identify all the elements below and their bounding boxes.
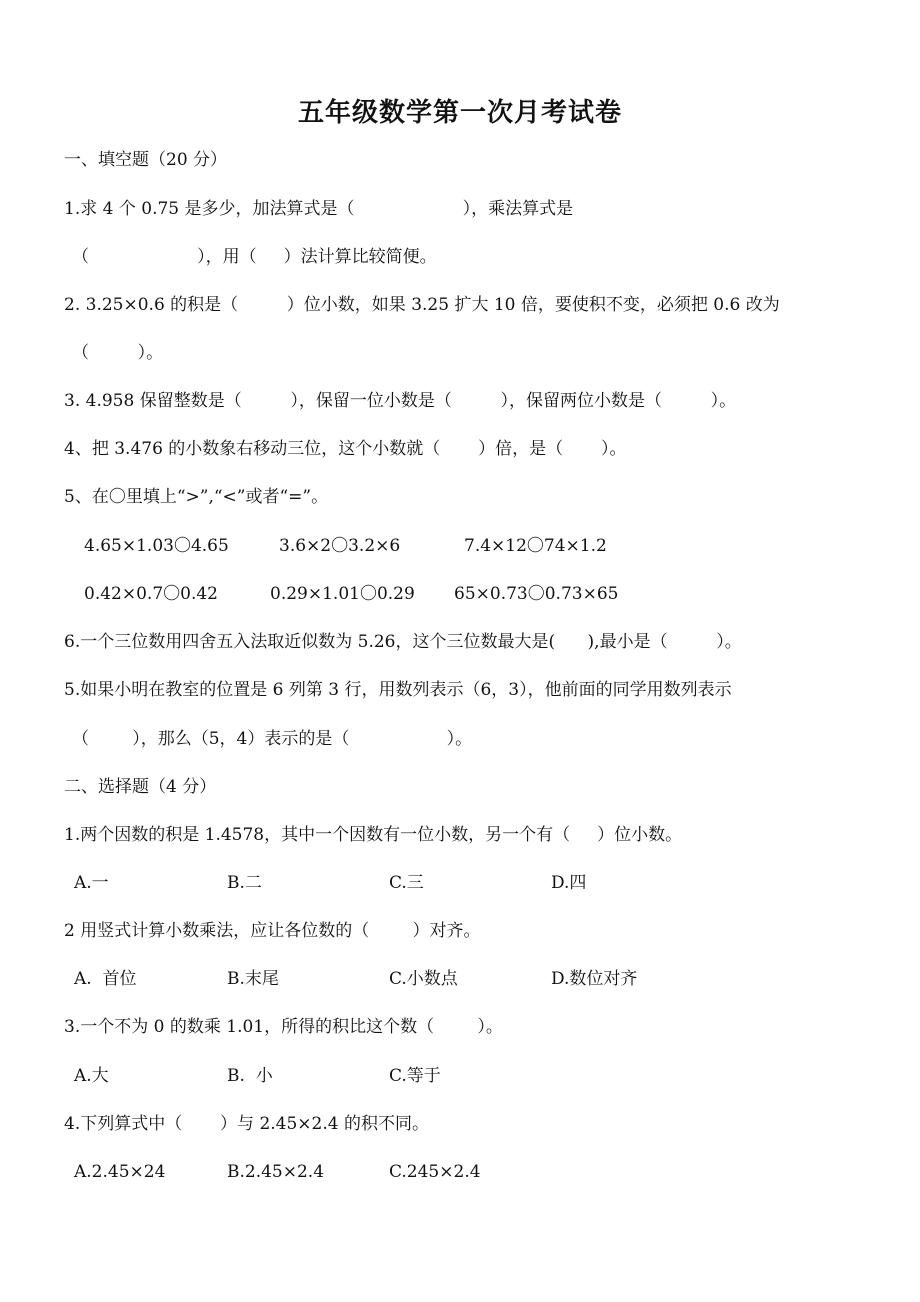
choice-option: C.245×2.4 <box>389 1162 481 1182</box>
choice-question-4: 4.下列算式中（ ）与 2.45×2.4 的积不同。 <box>64 1114 429 1134</box>
choice-option: B.末尾 <box>227 969 279 989</box>
compare-item: 65×0.73〇0.73×65 <box>454 584 619 604</box>
question-6: 6.一个三位数用四舍五入法取近似数为 5.26，这个三位数最大是( ),最小是（ ）。 <box>64 632 742 652</box>
choice-option: A.2.45×24 <box>74 1162 166 1182</box>
choice-option: B. 小 <box>227 1066 273 1086</box>
section2-heading: 二、选择题（4 分） <box>64 777 217 797</box>
question-2-line2: （ ）。 <box>72 343 164 363</box>
compare-item: 0.42×0.7〇0.42 <box>84 584 218 604</box>
compare-item: 4.65×1.03〇4.65 <box>84 536 229 556</box>
question-5: 5、在〇里填上“>”,“<”或者“=”。 <box>64 487 329 507</box>
question-7-line2: （ ），那么（5，4）表示的是（ ）。 <box>72 729 473 749</box>
question-3: 3. 4.958 保留整数是（ ），保留一位小数是（ ），保留两位小数是（ ）。 <box>64 391 737 411</box>
choice-option: C.等于 <box>389 1066 441 1086</box>
question-7-line1: 5.如果小明在教室的位置是 6 列第 3 行，用数列表示（6，3），他前面的同学用数列表示 <box>64 680 732 700</box>
choice-option: A.一 <box>74 873 109 893</box>
page-title: 五年级数学第一次月考试卷 <box>297 98 622 128</box>
choice-option: D.四 <box>551 873 587 893</box>
question-4: 4、把 3.476 的小数象右移动三位，这个小数就（ ）倍，是（ ）。 <box>64 439 627 459</box>
compare-item: 3.6×2〇3.2×6 <box>279 536 401 556</box>
choice-option: C.三 <box>389 873 424 893</box>
section1-heading: 一、填空题（20 分） <box>64 150 228 170</box>
compare-item: 7.4×12〇74×1.2 <box>464 536 607 556</box>
compare-item: 0.29×1.01〇0.29 <box>270 584 415 604</box>
choice-question-2: 2 用竖式计算小数乘法，应让各位数的（ ）对齐。 <box>64 921 481 941</box>
question-1-line1: 1.求 4 个 0.75 是多少，加法算式是（ ），乘法算式是 <box>64 199 574 219</box>
choice-option: A. 首位 <box>74 969 137 989</box>
choice-option: A.大 <box>74 1066 109 1086</box>
question-2-line1: 2. 3.25×0.6 的积是（ ）位小数，如果 3.25 扩大 10 倍，要使积不变，必须把 0.6 改为 <box>64 295 780 315</box>
choice-question-1: 1.两个因数的积是 1.4578，其中一个因数有一位小数，另一个有（ ）位小数。 <box>64 825 683 845</box>
question-1-line2: （ ），用（ ）法计算比较简便。 <box>72 247 437 267</box>
choice-option: B.二 <box>227 873 262 893</box>
choice-option: B.2.45×2.4 <box>227 1162 325 1182</box>
choice-option: C.小数点 <box>389 969 458 989</box>
choice-question-3: 3.一个不为 0 的数乘 1.01，所得的积比这个数（ ）。 <box>64 1017 503 1037</box>
choice-option: D.数位对齐 <box>551 969 638 989</box>
